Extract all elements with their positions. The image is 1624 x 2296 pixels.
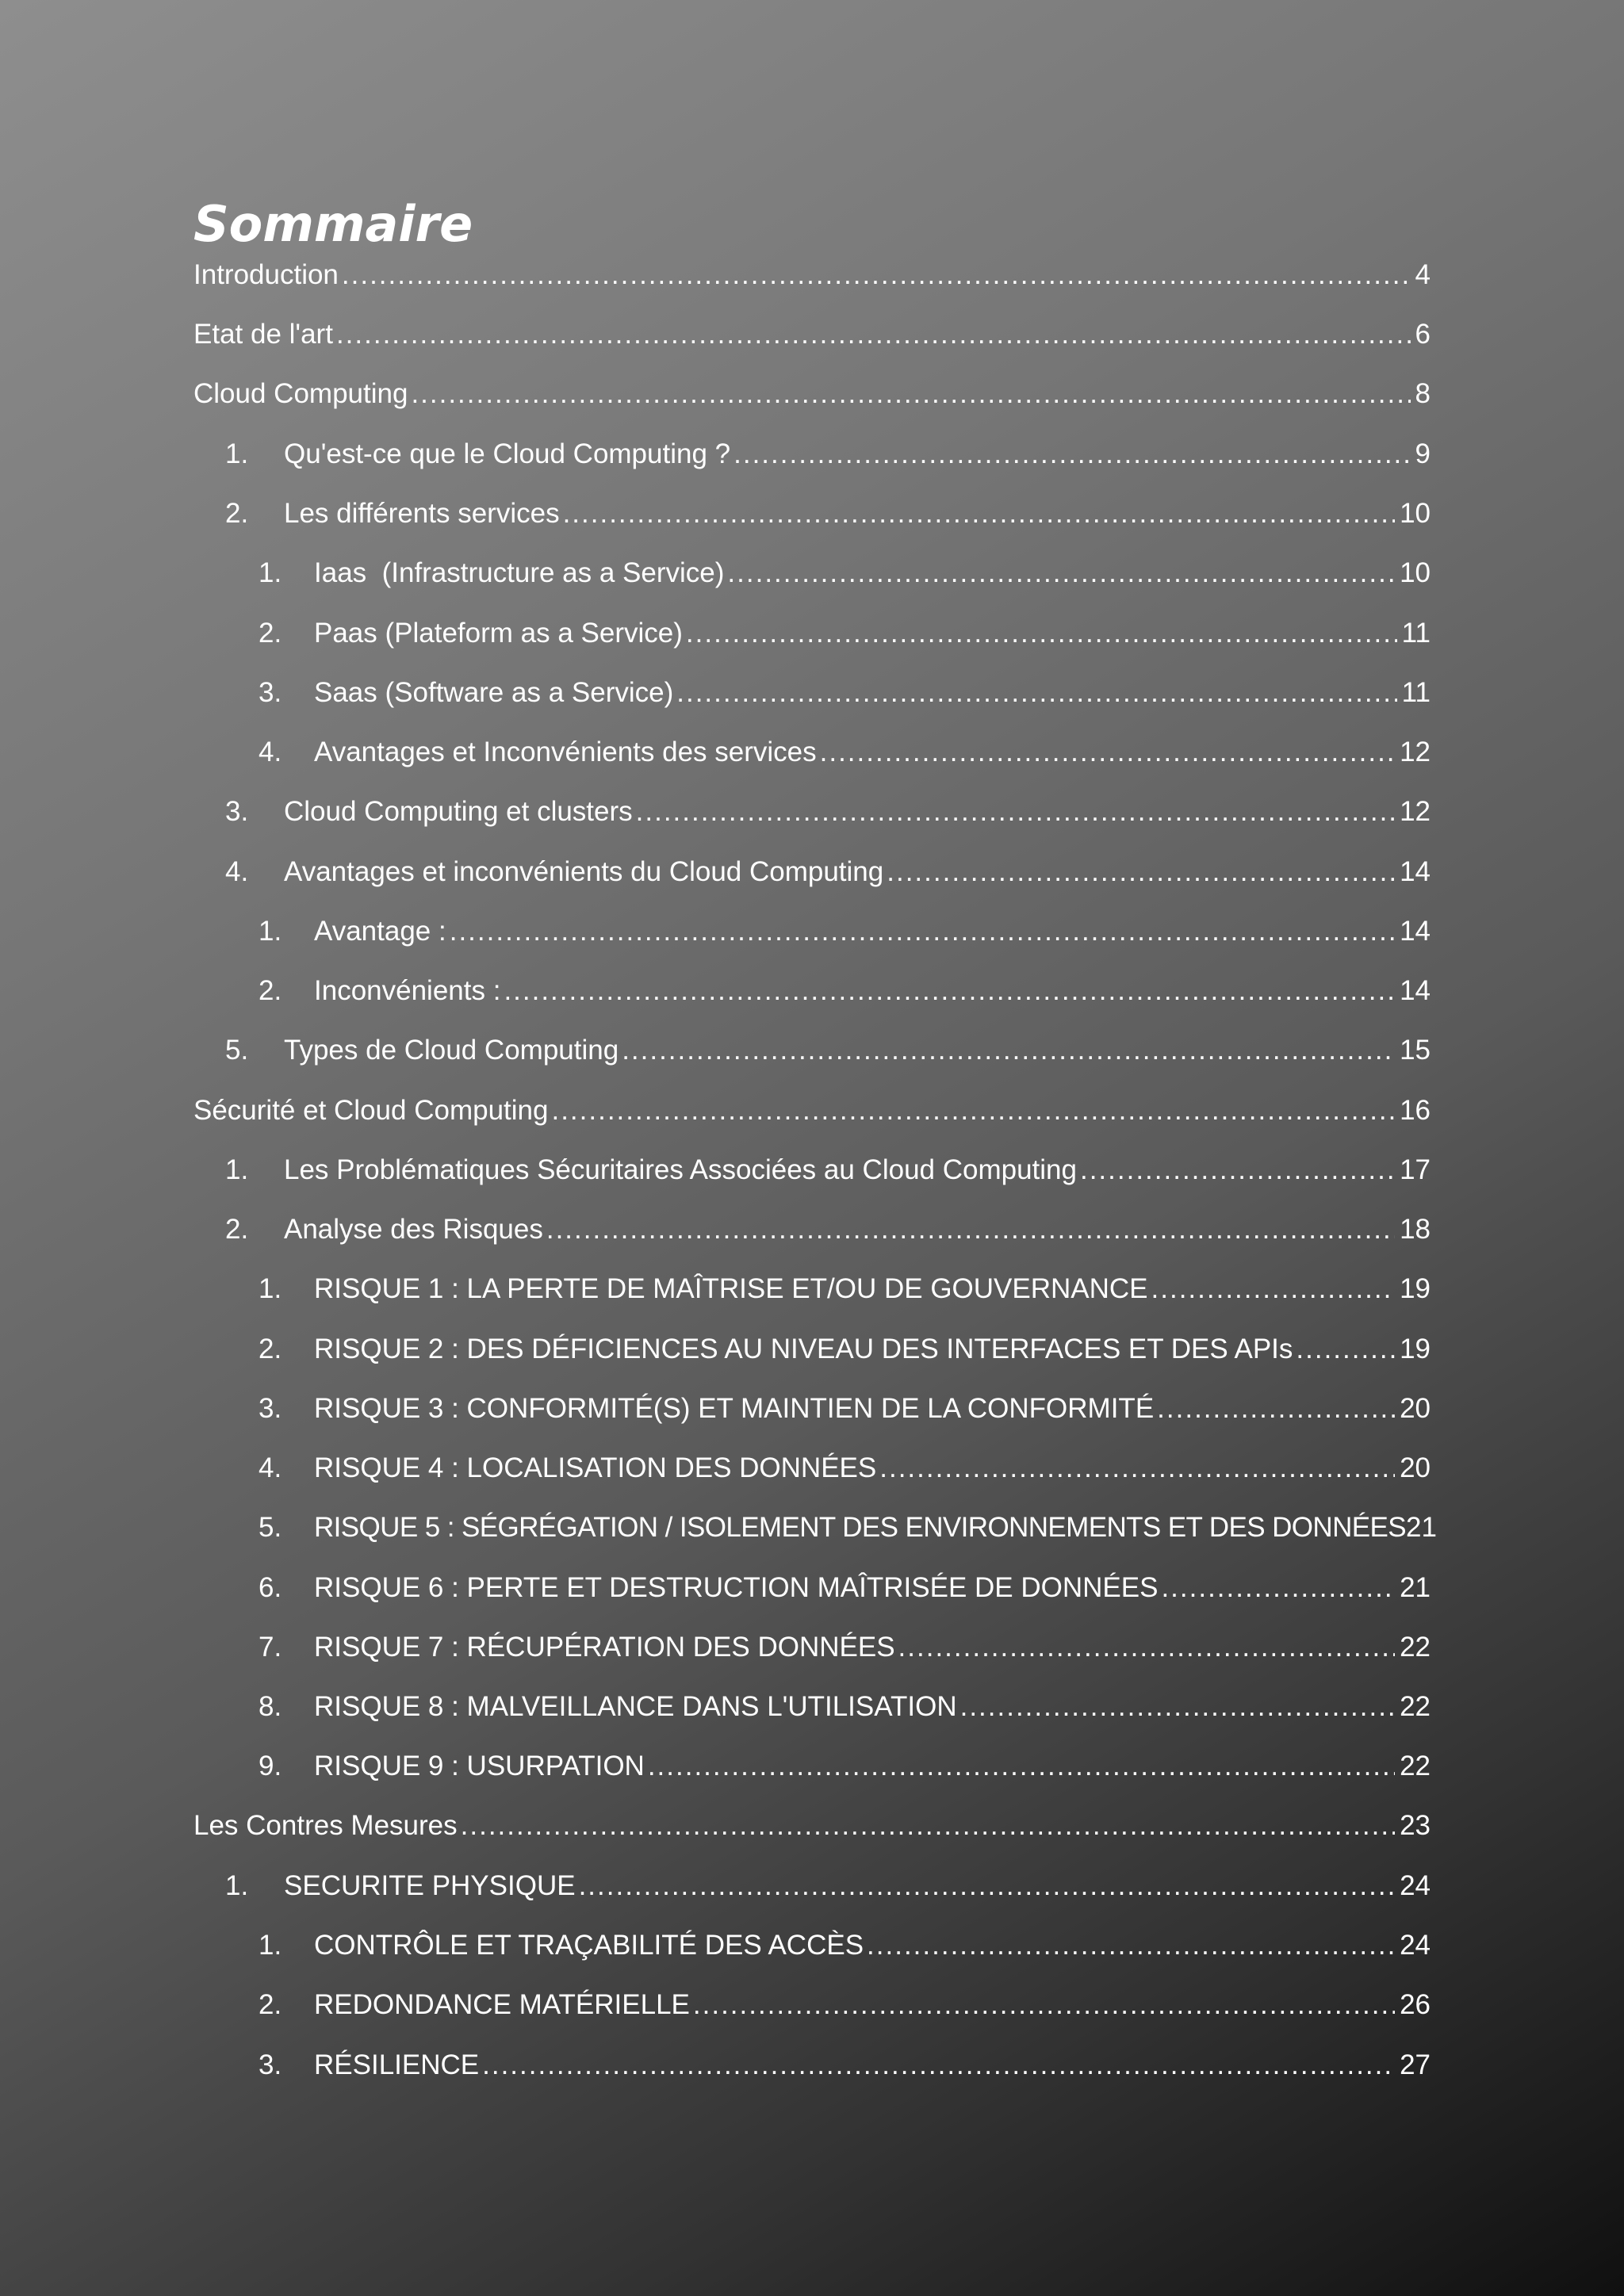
- toc-entry-risque-2[interactable]: [259, 1330, 1431, 1369]
- toc-leader-dots: [1161, 1568, 1395, 1608]
- toc-leader-dots: [1080, 1150, 1395, 1190]
- toc-leader-dots: [450, 912, 1395, 951]
- toc-entry-controle-tracabilite[interactable]: [259, 1926, 1431, 1965]
- toc-page-number: 16: [1400, 1095, 1431, 1126]
- toc-page-number: 12: [1400, 737, 1431, 767]
- toc-page-number: 27: [1400, 2049, 1431, 2080]
- toc-entry-introduction[interactable]: [193, 255, 1431, 295]
- toc-entry-text: Introduction: [193, 259, 339, 290]
- toc-page-number: 14: [1400, 916, 1431, 947]
- toc-entry-number: 2.: [259, 618, 282, 649]
- toc-page-number: 19: [1400, 1273, 1431, 1304]
- toc-entry-number: 1.: [259, 916, 282, 947]
- toc-entry-text: RISQUE 5 : SÉGRÉGATION / ISOLEMENT DES ENVIRONNEMENTS ET DES DONNÉES: [314, 1512, 1406, 1543]
- toc-leader-dots: [686, 614, 1397, 653]
- toc-entry-number: 3.: [225, 796, 249, 827]
- toc-page-number: 22: [1400, 1691, 1431, 1722]
- toc-entry-number: 1.: [259, 557, 282, 588]
- toc-entry-number: 4.: [259, 1452, 282, 1483]
- toc-entry-text: Sécurité et Cloud Computing: [193, 1095, 549, 1126]
- toc-entry-number: 5.: [225, 1035, 249, 1066]
- toc-leader-dots: [1157, 1389, 1395, 1429]
- toc-entry-number: 2.: [259, 1989, 282, 2020]
- toc-leader-dots: [482, 2045, 1395, 2085]
- toc-entry-text: Les Problématiques Sécuritaires Associées au Cloud Computing: [284, 1154, 1077, 1185]
- toc-leader-dots: [1151, 1269, 1396, 1309]
- toc-entry-text: Inconvénients :: [314, 975, 501, 1006]
- toc-page-number: 24: [1400, 1930, 1431, 1961]
- toc-page-number: 26: [1400, 1989, 1431, 2020]
- toc-entry-text: RISQUE 8 : MALVEILLANCE DANS L'UTILISATION: [314, 1691, 957, 1722]
- toc-page-number: 14: [1400, 856, 1431, 887]
- toc-entry-text: Cloud Computing et clusters: [284, 796, 633, 827]
- toc-leader-dots: [342, 255, 1411, 295]
- toc-entry-text: RISQUE 3 : CONFORMITÉ(S) ET MAINTIEN DE LA CONFORMITÉ: [314, 1393, 1155, 1424]
- toc-entry-inconvenients[interactable]: [259, 971, 1431, 1011]
- toc-leader-dots: [960, 1687, 1395, 1727]
- toc-entry-number: 5.: [259, 1512, 282, 1543]
- toc-leader-dots: [461, 1806, 1395, 1846]
- toc-entry-number: 7.: [259, 1632, 282, 1663]
- toc-entry-number: 9.: [259, 1751, 282, 1781]
- toc-entry-text: Les différents services: [284, 498, 560, 529]
- toc-leader-dots: [676, 673, 1396, 713]
- toc-entry-number: 2.: [225, 1214, 249, 1245]
- toc-entry-les-differents-services[interactable]: [225, 494, 1431, 534]
- toc-leader-dots: [879, 1448, 1395, 1488]
- toc-entry-analyse-risques[interactable]: [225, 1210, 1431, 1249]
- toc-entry-risque-4[interactable]: [259, 1448, 1431, 1488]
- toc-leader-dots: [546, 1210, 1395, 1249]
- toc-entry-risque-8[interactable]: [259, 1687, 1431, 1727]
- toc-entry-securite-cloud[interactable]: [193, 1091, 1431, 1131]
- toc-entry-number: 3.: [259, 677, 282, 708]
- toc-entry-number: 3.: [259, 1393, 282, 1424]
- toc-entry-number: 2.: [259, 975, 282, 1006]
- toc-entry-resilience[interactable]: [259, 2045, 1431, 2085]
- toc-entry-avantages-inconvenients-services[interactable]: [259, 733, 1431, 772]
- toc-page-number: 21: [1400, 1572, 1431, 1603]
- toc-entry-text: Avantage :: [314, 916, 446, 947]
- toc-page-number: 6: [1415, 319, 1431, 350]
- toc-leader-dots: [648, 1747, 1395, 1786]
- toc-entry-risque-9[interactable]: [259, 1747, 1431, 1786]
- toc-page-number: 4: [1415, 259, 1431, 290]
- toc-entry-number: 3.: [259, 2049, 282, 2080]
- toc-leader-dots: [733, 434, 1410, 474]
- toc-entry-text: Avantages et Inconvénients des services: [314, 737, 817, 767]
- toc-page-number: 20: [1400, 1452, 1431, 1483]
- toc-page-number: 11: [1401, 677, 1431, 708]
- toc-leader-dots: [898, 1628, 1396, 1667]
- toc-entry-number: 2.: [259, 1334, 282, 1364]
- toc-leader-dots: [887, 852, 1395, 892]
- toc-entry-number: 1.: [259, 1930, 282, 1961]
- toc-entry-text: Avantages et inconvénients du Cloud Computing: [284, 856, 884, 887]
- toc-entry-text: Qu'est-ce que le Cloud Computing ?: [284, 438, 731, 469]
- toc-entry-risque-6[interactable]: [259, 1568, 1431, 1608]
- toc-page-number: 17: [1400, 1154, 1431, 1185]
- toc-page-number: 10: [1400, 498, 1431, 529]
- toc-leader-dots: [1296, 1330, 1395, 1369]
- toc-page-number: 18: [1400, 1214, 1431, 1245]
- toc-page-number: 20: [1400, 1393, 1431, 1424]
- toc-page-number: 22: [1400, 1751, 1431, 1781]
- toc-page-number: 14: [1400, 975, 1431, 1006]
- toc-page-number: 19: [1400, 1334, 1431, 1364]
- toc-entry-paas[interactable]: [259, 614, 1431, 653]
- toc-entry-text: Cloud Computing: [193, 378, 408, 409]
- toc-leader-dots: [867, 1926, 1395, 1965]
- toc-entry-text: Saas (Software as a Service): [314, 677, 674, 708]
- toc-leader-dots: [551, 1091, 1395, 1131]
- toc-leader-dots: [636, 792, 1395, 832]
- toc-page-number: 12: [1400, 796, 1431, 827]
- toc-entry-number: 6.: [259, 1572, 282, 1603]
- toc-page-number: 9: [1415, 438, 1431, 469]
- toc-entry-cloud-computing-clusters[interactable]: [225, 792, 1431, 832]
- toc-entry-text: RISQUE 9 : USURPATION: [314, 1751, 645, 1781]
- toc-entry-number: 1.: [225, 438, 249, 469]
- toc-page-number: 8: [1415, 378, 1431, 409]
- toc-entry-risque-7[interactable]: [259, 1628, 1431, 1667]
- toc-leader-dots: [411, 374, 1410, 414]
- toc-entry-types-cloud-computing[interactable]: [225, 1031, 1431, 1070]
- toc-page-number: 11: [1401, 618, 1431, 649]
- toc-entry-problematiques-securitaires[interactable]: [225, 1150, 1431, 1190]
- toc-entry-risque-3[interactable]: [259, 1389, 1431, 1429]
- toc-entry-number: 1.: [225, 1154, 249, 1185]
- toc-entry-number: 4.: [259, 737, 282, 767]
- toc-entry-text: RISQUE 7 : RÉCUPÉRATION DES DONNÉES: [314, 1632, 895, 1663]
- toc-leader-dots: [336, 315, 1411, 354]
- toc-page-number: 24: [1400, 1870, 1431, 1901]
- toc-entry-text: RISQUE 2 : DES DÉFICIENCES AU NIVEAU DES INTERFACES ET DES APIs: [314, 1334, 1293, 1364]
- toc-leader-dots: [622, 1031, 1395, 1070]
- toc-entry-text: RISQUE 4 : LOCALISATION DES DONNÉES: [314, 1452, 877, 1483]
- toc-entry-number: 4.: [225, 856, 249, 887]
- toc-entry-qu-est-ce-que-le-cloud[interactable]: [225, 434, 1431, 474]
- toc-entry-number: 1.: [225, 1870, 249, 1901]
- toc-entry-text: RISQUE 6 : PERTE ET DESTRUCTION MAÎTRISÉE DE DONNÉES: [314, 1572, 1159, 1603]
- toc-entry-text: CONTRÔLE ET TRAÇABILITÉ DES ACCÈS: [314, 1930, 864, 1961]
- toc-leader-dots: [820, 733, 1395, 772]
- toc-page-number: 10: [1400, 557, 1431, 588]
- toc-entry-number: 8.: [259, 1691, 282, 1722]
- toc-entry-text: REDONDANCE MATÉRIELLE: [314, 1989, 690, 2020]
- toc-leader-dots: [727, 553, 1395, 593]
- toc-entry-text: Les Contres Mesures: [193, 1810, 458, 1841]
- toc-entry-avantage[interactable]: [259, 912, 1431, 951]
- toc-entry-saas[interactable]: [259, 673, 1431, 713]
- toc-leader-dots: [504, 971, 1395, 1011]
- toc-entry-contres-mesures[interactable]: [193, 1806, 1431, 1846]
- toc-entry-text: RÉSILIENCE: [314, 2049, 480, 2080]
- toc-entry-text: Etat de l'art: [193, 319, 333, 350]
- toc-entry-risque-1[interactable]: [259, 1269, 1431, 1309]
- toc-entry-text: Paas (Plateform as a Service): [314, 618, 683, 649]
- toc-entry-avantages-inconvenients-cloud[interactable]: [225, 852, 1431, 892]
- toc-page-number: 23: [1400, 1810, 1431, 1841]
- toc-entry-text: Analyse des Risques: [284, 1214, 543, 1245]
- toc-entry-text: Types de Cloud Computing: [284, 1035, 619, 1066]
- toc-entry-securite-physique[interactable]: [225, 1866, 1431, 1906]
- toc-entry-number: 2.: [225, 498, 249, 529]
- toc-page-number: 21: [1405, 1512, 1437, 1543]
- toc-entry-text: SECURITE PHYSIQUE: [284, 1870, 576, 1901]
- toc-entry-risque-5[interactable]: [259, 1508, 1437, 1548]
- toc-entry-text: Iaas (Infrastructure as a Service): [314, 557, 725, 588]
- toc-leader-dots: [579, 1866, 1395, 1906]
- toc-leader-dots: [693, 1985, 1395, 2025]
- toc-entry-text: RISQUE 1 : LA PERTE DE MAÎTRISE ET/OU DE GOUVERNANCE: [314, 1273, 1148, 1304]
- toc-entry-redondance-materielle[interactable]: [259, 1985, 1431, 2025]
- toc-page-number: 15: [1400, 1035, 1431, 1066]
- toc-entry-etat-de-l-art[interactable]: [193, 315, 1431, 354]
- toc-leader-dots: [563, 494, 1395, 534]
- toc-entry-number: 1.: [259, 1273, 282, 1304]
- toc-title: Sommaire: [193, 195, 473, 253]
- toc-page-number: 22: [1400, 1632, 1431, 1663]
- toc-entry-cloud-computing[interactable]: [193, 374, 1431, 414]
- toc-entry-iaas[interactable]: [259, 553, 1431, 593]
